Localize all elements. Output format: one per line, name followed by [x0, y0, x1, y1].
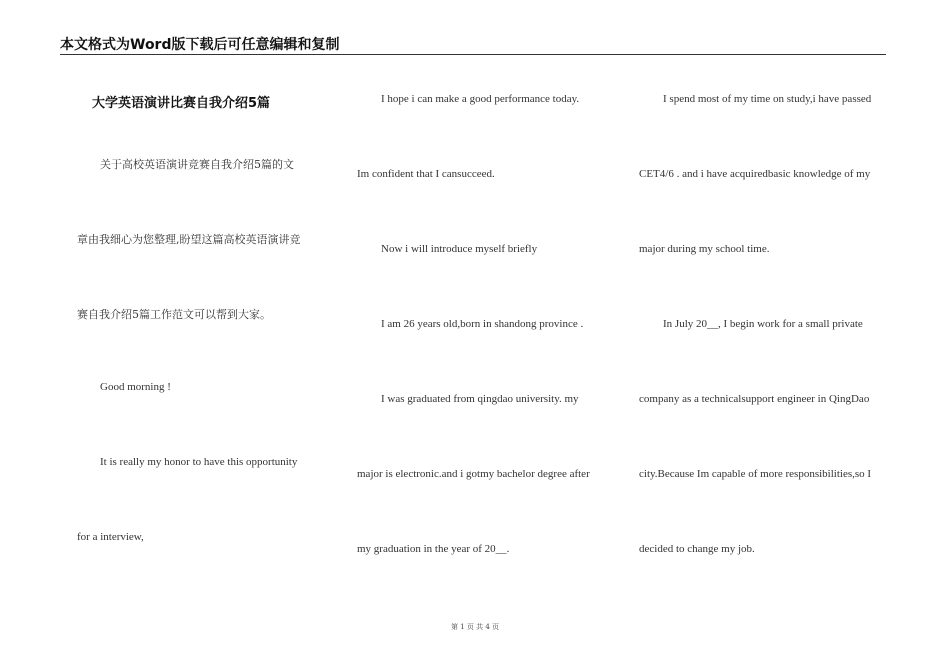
paragraph-line: 章由我细心为您整理,盼望这篇高校英语演讲竞: [77, 233, 301, 246]
page-header: [60, 32, 886, 55]
paragraph-line: It is really my honor to have this opportunity: [100, 456, 298, 468]
paragraph-line: my graduation in the year of 20__.: [357, 543, 510, 555]
paragraph-line: 关于高校英语演讲竞赛自我介绍5篇的文: [100, 158, 294, 171]
paragraph-line: decided to change my job.: [639, 543, 755, 555]
paragraph-line: I was graduated from qingdao university. my: [381, 393, 579, 405]
paragraph-line: 赛自我介绍5篇工作范文可以帮到大家。: [77, 308, 271, 321]
page-number: 第 1 页 共 4 页: [450, 623, 500, 631]
paragraph-line: for a interview,: [77, 531, 144, 543]
paragraph-line: Im confident that I cansucceed.: [357, 168, 495, 180]
paragraph-line: city.Because Im capable of more responsibilities,so I: [639, 468, 872, 480]
paragraph-line: I am 26 years old,born in shandong province .: [381, 318, 584, 330]
paragraph-line: company as a technicalsupport engineer in QingDao: [639, 393, 870, 405]
paragraph-line: Now i will introduce myself briefly: [381, 243, 538, 255]
paragraph-line: In July 20__, I begin work for a small private: [663, 318, 863, 330]
paragraph-line: I spend most of my time on study,i have passed: [663, 93, 872, 105]
paragraph-line: I hope i can make a good performance today.: [381, 93, 580, 105]
header-text: 本文格式为Word版下载后可任意编辑和复制: [60, 37, 340, 53]
paragraph-line: CET4/6 . and i have acquiredbasic knowledge of my: [639, 168, 871, 180]
page-footer: [0, 622, 950, 632]
paragraph-line: Good morning !: [100, 381, 171, 393]
document-title: 大学英语演讲比赛自我介绍5篇: [92, 96, 271, 111]
paragraph-line: major during my school time.: [639, 243, 770, 255]
paragraph-line: major is electronic.and i gotmy bachelor degree after: [357, 468, 590, 480]
